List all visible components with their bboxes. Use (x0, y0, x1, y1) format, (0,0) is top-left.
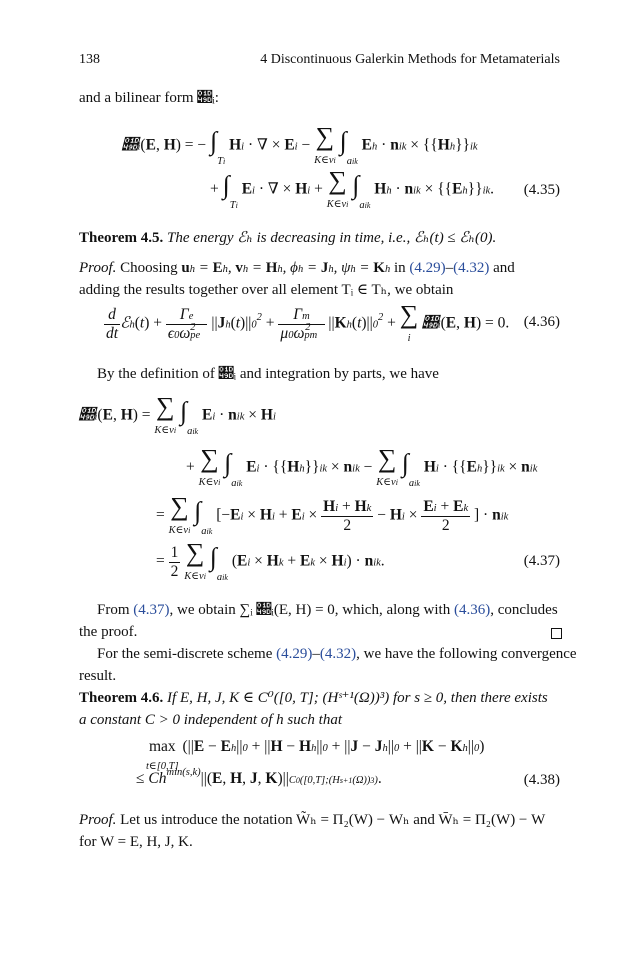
theorem-4-5-label: Theorem 4.5. (79, 230, 164, 246)
page-number: 138 (79, 52, 100, 67)
proof-2-line-1 (79, 808, 545, 832)
ref-4-36[interactable]: (4.36) (453, 602, 491, 618)
intro-line: and a bilinear form 𝒝ᵢ: (79, 90, 219, 106)
ref-dash: – (445, 260, 454, 276)
ref-4-32[interactable]: (4.32) (453, 260, 490, 276)
definition-paragraph: By the definition of 𝒝ᵢ and integration by parts, we have (97, 366, 439, 382)
semi-b: , we have the following convergence (356, 646, 577, 662)
proof-1-line-2: adding the results together over all element Tᵢ ∈ Tₕ, we obtain (79, 282, 454, 298)
equation-number-4-36: (4.36) (523, 314, 560, 330)
equation-4-37-line-4: = $\frac{1}{2}$ ∑ K∈vi $\int_{aik}$ (Ei × Hk + Ek × Hi) · nik. (156, 538, 385, 583)
proof-1-substitution: uh = Eh, vh = Hh, ϕh = Jh, ψh = Kh (181, 260, 391, 276)
from-end: , concludes (490, 602, 558, 618)
from-word: From (97, 602, 130, 618)
proof-1-choosing: Choosing (120, 260, 178, 276)
equation-number-4-37: (4.37) (523, 553, 560, 569)
equation-4-37-line-3: = ∑ K∈vi $\int_{aik}$ [−Ei × Hi + Ei × $\frac{Hi + Hk}{2}$ − Hi × $\frac{Ei + Ek}{2}$ ] · nik (156, 492, 509, 537)
ref-4-29[interactable]: (4.29) (409, 260, 446, 276)
proof-1-in: in (393, 260, 406, 276)
proof-1-and: and (493, 260, 515, 276)
theorem-4-6-line-1 (79, 686, 548, 710)
ref-4-32-b[interactable]: (4.32) (319, 646, 357, 662)
proof-2-label: Proof. (79, 812, 117, 828)
equation-4-38-line-2: ≤ $Ch^{min(s,k)}||(E$, H, J, K)||C0([0,T];(Hs+1(Ω))3). (136, 767, 382, 787)
equation-4-35-line-1: 𝒝i(E, H) = − $\int_{Ti}$ Hi · ∇ × Ei − ∑ K∈vi $\int_{aik}$ Eh · nik × {{Hh}}ik (122, 122, 478, 167)
equation-4-35-line-2: + $\int_{Ti}$ Ei · ∇ × Hi + ∑ K∈vi $\int_{aik}$ Hh · nik × {{Eh}}ik. (210, 166, 495, 211)
theorem-4-6-label: Theorem 4.6. (79, 690, 164, 706)
equation-4-36: $\frac{d}{dt}$ ℰh(t) + $\frac{\Gamma e}{\epsilon 0\omega pe^2}$ $||Jh(t)||0^2$ + $\frac{\Gamma m}{\mu 0\omega pm^2}$ $||Kh(t)||0^2$ + ∑ i 𝒝i(E, H) = 0. (106, 300, 510, 344)
semi-a: For the semi-discrete scheme (97, 646, 273, 662)
proof-2-text: Let us introduce the notation W̃ₕ = Π₂(W) − Wₕ and W̄ₕ = Π₂(W) − W (120, 812, 546, 828)
from-middle: , we obtain ∑ᵢ 𝒝ᵢ(E, H) = 0, which, along with (169, 602, 451, 618)
proof-2-line-2: for W = E, H, J, K. (79, 834, 193, 850)
ref-4-29-b[interactable]: (4.29) (276, 646, 313, 662)
equation-4-37-line-2: + ∑ K∈vi $\int_{aik}$ Ei · {{Hh}}ik × nik − ∑ K∈vi $\int_{aik}$ Hi · {{Eh}}ik × nik (186, 444, 538, 489)
ref-4-37[interactable]: (4.37) (133, 602, 170, 618)
proof-label: Proof. (79, 260, 117, 276)
theorem-4-5 (79, 226, 496, 250)
semi-discrete-paragraph-line-2: result. (79, 668, 117, 684)
equation-number-4-35: (4.35) (523, 182, 560, 198)
equation-number-4-38: (4.38) (523, 772, 560, 788)
equation-4-37-line-1: 𝒝i(E, H) = ∑ K∈vi $\int_{aik}$ Ei · nik × Hi (79, 392, 276, 437)
equation-4-38-line-1: max t∈[0,T] (||E − Eh||0 + ||H − Hh||0 + ||J − Jh||0 + ||K − Kh||0) (146, 738, 485, 772)
from-paragraph-line-2: the proof. (79, 624, 138, 640)
from-paragraph-line-1 (97, 598, 558, 622)
theorem-4-5-text: The energy ℰₕ is decreasing in time, i.e., ℰₕ(t) ≤ ℰₕ(0). (167, 230, 497, 246)
running-title: 4 Discontinuous Galerkin Methods for Metamaterials (260, 52, 560, 67)
theorem-4-6-line-2: a constant C > 0 independent of h such that (79, 712, 343, 728)
semi-discrete-paragraph-line-1 (97, 642, 577, 666)
theorem-4-6-text-1: If E, H, J, K ∈ C⁰([0, T]; (Hˢ⁺¹(Ω))³) for s ≥ 0, then there exists (167, 690, 548, 706)
semi-dash: – (312, 646, 320, 662)
qed-square-icon (551, 628, 562, 639)
